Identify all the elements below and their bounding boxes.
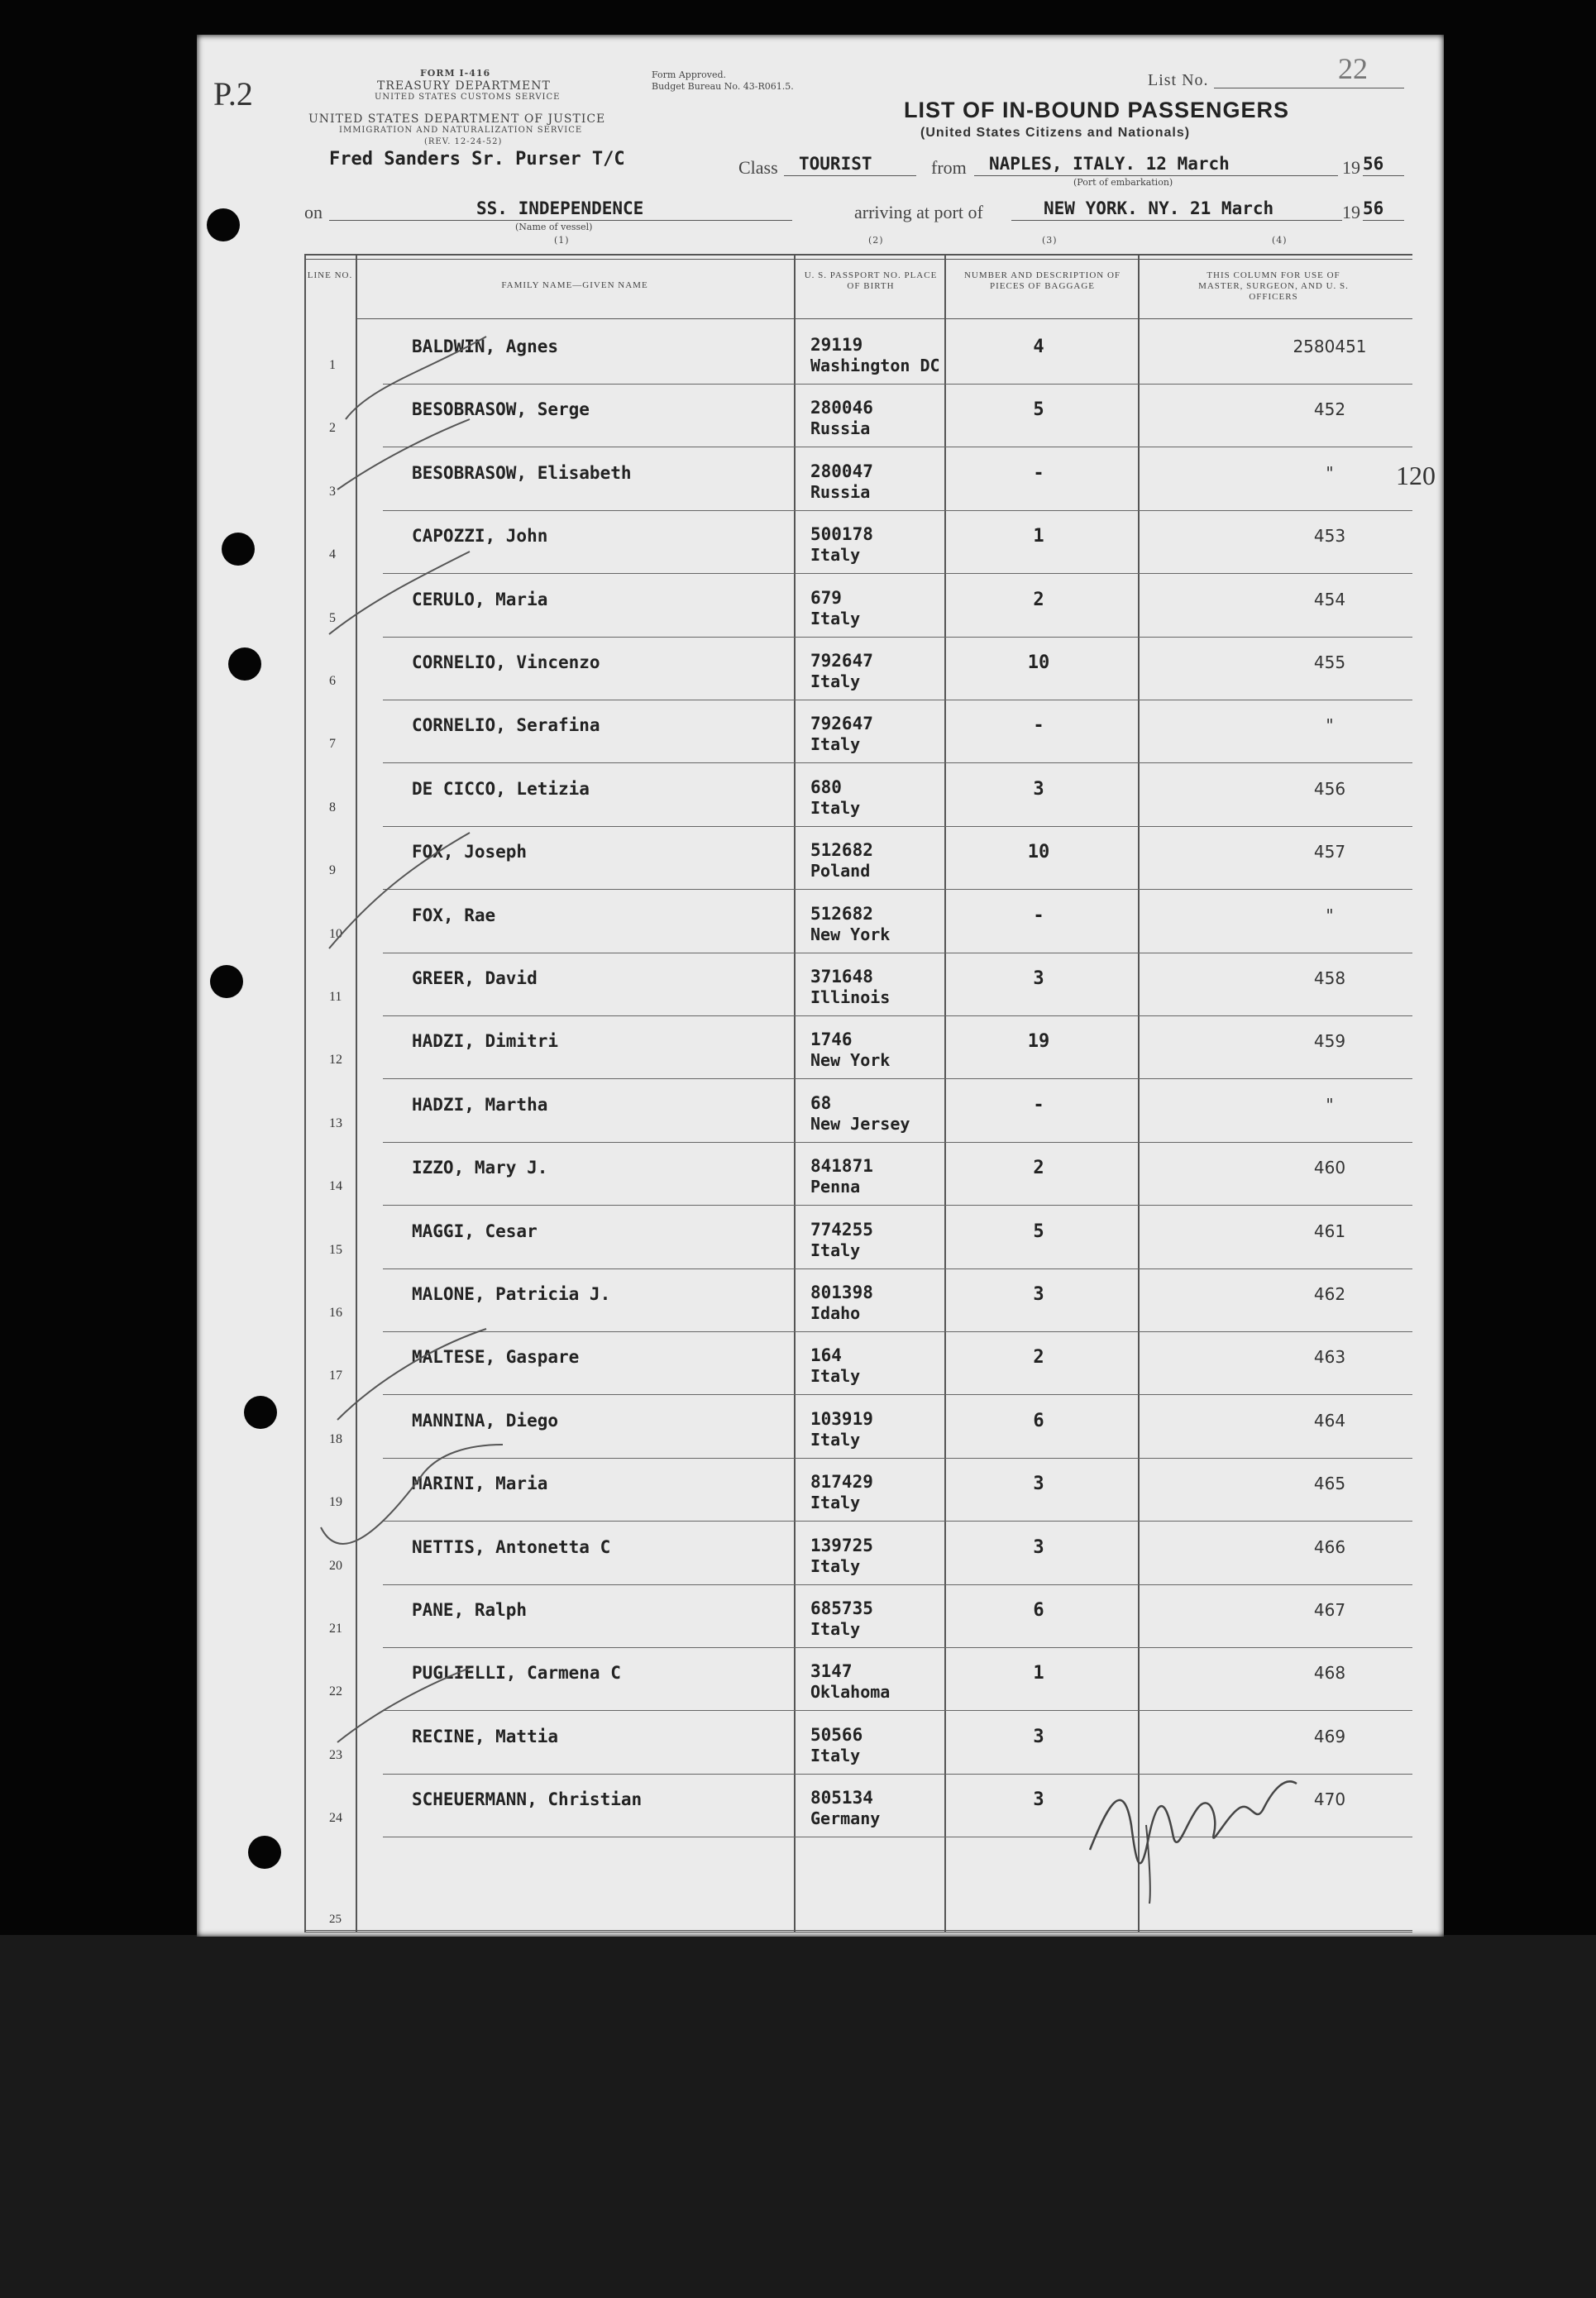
baggage-count: - [1033, 715, 1044, 737]
vessel-name: SS. INDEPENDENCE [476, 198, 644, 218]
passenger-name: IZZO, Mary J. [412, 1158, 548, 1178]
passport-number: 801398 [810, 1283, 873, 1302]
baggage-count: 5 [1033, 1221, 1044, 1242]
from-label: from [931, 157, 967, 178]
passenger-name: MARINI, Maria [412, 1474, 548, 1494]
line-number: 14 [329, 1179, 342, 1194]
passenger-name: FOX, Rae [412, 905, 496, 925]
place-of-birth: Poland [810, 861, 871, 881]
arriving-label: arriving at port of [854, 202, 983, 222]
punch-hole [244, 1396, 277, 1429]
officer-number: 469 [1313, 1726, 1346, 1746]
baggage-count: 3 [1033, 1726, 1044, 1747]
place-of-birth: Italy [810, 1429, 861, 1450]
line-number: 13 [329, 1116, 342, 1130]
passenger-name: CORNELIO, Serafina [412, 715, 600, 736]
passenger-name: PANE, Ralph [412, 1600, 528, 1620]
baggage-count: 1 [1033, 1663, 1044, 1684]
baggage-count: 1 [1033, 526, 1044, 547]
place-of-birth: Oklahoma [810, 1682, 891, 1703]
passport-number: 139725 [810, 1535, 873, 1555]
passenger-name: MALONE, Patricia J. [412, 1284, 611, 1304]
line-number: 9 [329, 863, 336, 878]
passport-number: 371648 [810, 967, 873, 987]
punch-hole [207, 208, 240, 241]
passenger-name: MAGGI, Cesar [412, 1221, 538, 1241]
place-of-birth: Italy [810, 734, 861, 755]
line-number: 17 [329, 1369, 342, 1383]
passenger-name: HADZI, Martha [412, 1094, 548, 1115]
passport-number: 50566 [810, 1724, 863, 1745]
place-of-birth: Italy [810, 545, 861, 566]
treasury-dept: TREASURY DEPARTMENT [377, 79, 551, 93]
passenger-name: RECINE, Mattia [412, 1726, 559, 1746]
line-number: 1 [329, 358, 336, 372]
place-of-birth: Russia [810, 418, 871, 439]
line-number: 10 [329, 926, 342, 941]
baggage-count: 4 [1033, 337, 1044, 357]
punch-hole [210, 965, 243, 998]
form-approved: Form Approved. [652, 69, 727, 80]
passport-number: 68 [810, 1092, 832, 1113]
budget-bureau: Budget Bureau No. 43-R061.5. [652, 81, 794, 92]
baggage-count: - [1033, 1094, 1044, 1116]
baggage-count: 3 [1033, 1536, 1044, 1558]
header-baggage: NUMBER AND DESCRIPTION OF PIECES OF BAGGAGE [963, 270, 1121, 291]
passenger-name: BESOBRASOW, Elisabeth [412, 462, 632, 483]
corner-mark: P.2 [213, 75, 253, 112]
col3-mark: (3) [1042, 235, 1058, 246]
passport-number: 280046 [810, 398, 873, 418]
place-of-birth: New York [810, 924, 891, 944]
passenger-name: MANNINA, Diego [412, 1410, 559, 1431]
passenger-name: HADZI, Dimitri [412, 1031, 559, 1052]
officer-number: 461 [1313, 1221, 1346, 1241]
baggage-count: 3 [1033, 778, 1044, 800]
passenger-name: BALDWIN, Agnes [412, 337, 559, 356]
baggage-count: - [1033, 905, 1044, 926]
officer-number: " [1326, 905, 1334, 925]
place-of-birth: Germany [810, 1808, 881, 1829]
line-number: 4 [329, 547, 336, 562]
passenger-class: TOURIST [799, 154, 872, 174]
officer-number: 452 [1313, 399, 1346, 420]
passenger-name: MALTESE, Gaspare [412, 1347, 580, 1368]
passport-number: 805134 [810, 1788, 873, 1808]
officer-number: 2580451 [1293, 337, 1367, 356]
line-number: 11 [329, 990, 342, 1004]
line-number: 19 [329, 1495, 342, 1510]
line-number: 5 [329, 610, 336, 625]
baggage-count: 6 [1033, 1600, 1044, 1621]
passport-number: 512682 [810, 903, 873, 924]
place-of-birth: Italy [810, 1745, 861, 1765]
officer-number: 468 [1313, 1663, 1346, 1684]
vessel-caption: (Name of vessel) [515, 222, 593, 232]
justice-dept: UNITED STATES DEPARTMENT OF JUSTICE [308, 112, 606, 126]
passport-number: 1746 [810, 1030, 853, 1050]
passport-number: 3147 [810, 1661, 853, 1682]
officer-number: " [1326, 715, 1334, 736]
line-number: 22 [329, 1684, 342, 1699]
place-of-birth: Idaho [810, 1303, 861, 1323]
baggage-count: 6 [1033, 1410, 1044, 1431]
passenger-name: FOX, Joseph [412, 842, 528, 862]
officer-number: 470 [1313, 1789, 1346, 1810]
customs-service: UNITED STATES CUSTOMS SERVICE [375, 93, 561, 102]
line-number: 24 [329, 1811, 342, 1826]
passenger-name: CERULO, Maria [412, 589, 548, 609]
passport-number: 679 [810, 587, 842, 608]
header-officers: THIS COLUMN FOR USE OF MASTER, SURGEON, AND U. S. OFFICERS [1198, 270, 1349, 302]
passport-number: 29119 [810, 335, 863, 355]
passport-number: 512682 [810, 840, 873, 861]
document-subtitle: (United States Citizens and Nationals) [920, 126, 1191, 140]
ins-service: IMMIGRATION AND NATURALIZATION SERVICE [339, 126, 583, 135]
line-number: 15 [329, 1242, 342, 1257]
manifest-page [197, 35, 1444, 1937]
place-of-birth: Washington DC [810, 356, 940, 375]
officer-signature [1073, 1726, 1321, 1908]
line-number: 3 [329, 484, 336, 499]
list-no-label: List No. [1148, 71, 1209, 89]
passenger-name: DE CICCO, Letizia [412, 778, 590, 799]
place-of-birth: Italy [810, 1619, 861, 1639]
place-of-birth: Italy [810, 1555, 861, 1576]
line-number: 7 [329, 737, 336, 752]
year-prefix-2: 19 [1342, 202, 1360, 222]
header-passport: U. S. PASSPORT NO. PLACE OF BIRTH [804, 270, 938, 291]
officer-number: 458 [1313, 968, 1346, 988]
baggage-count: 3 [1033, 1789, 1044, 1811]
place-of-birth: Italy [810, 797, 861, 818]
year-prefix-1: 19 [1342, 157, 1360, 178]
on-label: on [304, 202, 323, 222]
baggage-count: - [1033, 462, 1044, 484]
punch-hole [248, 1836, 281, 1869]
embark-year: 56 [1363, 154, 1384, 174]
header-line: LINE NO. [307, 270, 353, 280]
check-marks [304, 303, 552, 1875]
officer-number: 456 [1313, 778, 1346, 799]
line-25: 25 [329, 1913, 342, 1926]
place-of-birth: New Jersey [810, 1113, 910, 1134]
officer-number: 466 [1313, 1536, 1346, 1557]
baggage-count: 10 [1027, 842, 1050, 863]
passport-number: 280047 [810, 461, 873, 481]
arrival-port: NEW YORK. NY. 21 March [1044, 198, 1274, 218]
baggage-count: 3 [1033, 968, 1044, 989]
header-name: FAMILY NAME—GIVEN NAME [501, 280, 648, 290]
passport-number: 841871 [810, 1156, 873, 1177]
officer-number: 453 [1313, 526, 1346, 547]
officer-number: " [1326, 1094, 1334, 1115]
class-label: Class [738, 157, 778, 178]
officer-number: " [1326, 462, 1334, 483]
passport-number: 817429 [810, 1472, 873, 1493]
officer-number: 459 [1313, 1031, 1346, 1052]
punch-hole [222, 533, 255, 566]
officer-number: 460 [1313, 1158, 1346, 1178]
passenger-name: BESOBRASOW, Serge [412, 399, 590, 420]
background-lower [0, 1935, 1596, 2298]
col1-mark: (1) [554, 235, 570, 246]
line-number: 18 [329, 1431, 342, 1446]
line-number: 6 [329, 674, 336, 688]
passport-number: 685735 [810, 1598, 873, 1618]
place-of-birth: Italy [810, 1366, 861, 1387]
baggage-count: 2 [1033, 1158, 1044, 1179]
passport-number: 103919 [810, 1408, 873, 1429]
side-number: 120 [1396, 461, 1436, 490]
line-number: 23 [329, 1747, 342, 1762]
passport-number: 774255 [810, 1219, 873, 1240]
passport-number: 792647 [810, 714, 873, 734]
officer-number: 455 [1313, 652, 1346, 672]
place-of-birth: Italy [810, 1240, 861, 1260]
passenger-name: GREER, David [412, 968, 538, 988]
officer-number: 457 [1313, 842, 1346, 862]
place-of-birth: Italy [810, 1493, 861, 1513]
passport-number: 164 [810, 1345, 842, 1366]
baggage-count: 2 [1033, 1347, 1044, 1369]
col4-mark: (4) [1272, 235, 1288, 246]
document-title: LIST OF IN-BOUND PASSENGERS [904, 98, 1290, 122]
baggage-count: 19 [1027, 1031, 1050, 1053]
passenger-name: NETTIS, Antonetta C [412, 1536, 611, 1557]
baggage-count: 3 [1033, 1284, 1044, 1305]
line-number: 2 [329, 421, 336, 436]
officer-number: 454 [1313, 589, 1346, 609]
passenger-name: PUGLIELLI, Carmena C [412, 1663, 621, 1684]
officer-number: 465 [1313, 1474, 1346, 1494]
place-of-birth: Italy [810, 671, 861, 691]
place-of-birth: Illinois [810, 987, 891, 1007]
place-of-birth: Russia [810, 481, 871, 502]
purser-name: Fred Sanders Sr. Purser T/C [329, 149, 625, 170]
passport-number: 792647 [810, 651, 873, 671]
passport-number: 680 [810, 776, 842, 797]
baggage-count: 3 [1033, 1474, 1044, 1495]
passenger-name: SCHEUERMANN, Christian [412, 1789, 643, 1810]
line-number: 16 [329, 1306, 342, 1320]
rev-date: (REV. 12-24-52) [424, 137, 503, 146]
embarkation-port: NAPLES, ITALY. 12 March [989, 154, 1230, 174]
baggage-count: 5 [1033, 399, 1044, 421]
officer-number: 467 [1313, 1600, 1346, 1620]
passenger-table [304, 254, 1436, 1933]
line-number: 21 [329, 1622, 342, 1636]
list-number: 22 [1338, 52, 1368, 85]
officer-number: 464 [1313, 1410, 1346, 1431]
port-caption: (Port of embarkation) [1073, 177, 1173, 188]
officer-number: 463 [1313, 1347, 1346, 1368]
passport-number: 500178 [810, 524, 873, 545]
place-of-birth: Italy [810, 608, 861, 628]
passenger-name: CORNELIO, Vincenzo [412, 652, 600, 672]
line-number: 8 [329, 800, 336, 815]
officer-number: 462 [1313, 1284, 1346, 1304]
baggage-count: 2 [1033, 589, 1044, 610]
place-of-birth: New York [810, 1050, 891, 1071]
col2-mark: (2) [868, 235, 884, 246]
punch-hole [228, 647, 261, 681]
line-number: 12 [329, 1053, 342, 1068]
form-number: FORM I-416 [420, 68, 491, 79]
passenger-name: CAPOZZI, John [412, 526, 548, 547]
line-number: 20 [329, 1558, 342, 1573]
arrival-year: 56 [1363, 198, 1384, 218]
place-of-birth: Penna [810, 1177, 861, 1197]
baggage-count: 10 [1027, 652, 1050, 673]
